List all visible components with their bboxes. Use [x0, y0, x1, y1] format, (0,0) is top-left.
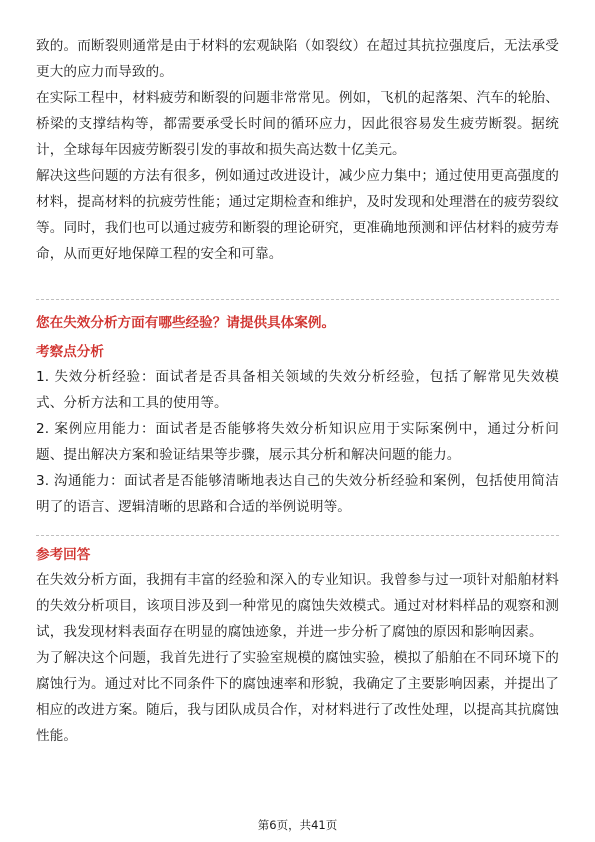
page-number: 第6页，共41页	[257, 818, 338, 832]
answer-text	[36, 567, 559, 749]
answer-paragraph: 为了解决这个问题，我首先进行了实验室规模的腐蚀实验，模拟了船舶在不同环境下的腐蚀行为。通过对比不同条件下的腐蚀速率和形貌，我确定了主要影响因素，并提出了相应的改进方案。随后，我与团队成员合作，对材料进行了改性处理，以提高其抗腐蚀性能。	[36, 650, 559, 744]
intro-text	[36, 33, 559, 267]
analysis-list	[36, 364, 559, 520]
paragraph: 致的。而断裂则通常是由于材料的宏观缺陷（如裂纹）在超过其抗拉强度后，无法承受更大的应力而导致的。	[36, 38, 559, 80]
analysis-item: 3. 沟通能力：面试者是否能够清晰地表达自己的失效分析经验和案例，包括使用简洁明了的语言、逻辑清晰的思路和合适的举例说明等。	[36, 473, 559, 515]
paragraph: 在实际工程中，材料疲劳和断裂的问题非常常见。例如，飞机的起落架、汽车的轮胎、桥梁的支撑结构等，都需要承受长时间的循环应力，因此很容易发生疲劳断裂。据统计，全球每年因疲劳断裂引发的事故和损失高达数十亿美元。	[36, 90, 559, 158]
analysis-item: 1. 失效分析经验：面试者是否具备相关领域的失效分析经验，包括了解常见失效模式、分析方法和工具的使用等。	[36, 369, 559, 411]
interview-question: 您在失效分析方面有哪些经验？请提供具体案例。	[36, 315, 336, 331]
analysis-item: 2. 案例应用能力：面试者是否能够将失效分析知识应用于实际案例中，通过分析问题、提出解决方案和验证结果等步骤，展示其分析和解决问题的能力。	[36, 421, 559, 463]
answer-heading: 参考回答	[36, 547, 91, 563]
paragraph: 解决这些问题的方法有很多，例如通过改进设计，减少应力集中；通过使用更高强度的材料，提高材料的抗疲劳性能；通过定期检查和维护，及时发现和处理潜在的疲劳裂纹等。同时，我们也可以通过疲劳和断裂的理论研究，更准确地预测和评估材料的疲劳寿命，从而更好地保障工程的安全和可靠。	[36, 168, 559, 262]
analysis-heading: 考察点分析	[36, 344, 104, 360]
answer-paragraph: 在失效分析方面，我拥有丰富的经验和深入的专业知识。我曾参与过一项针对船舶材料的失效分析项目，该项目涉及到一种常见的腐蚀失效模式。通过对材料样品的观察和测试，我发现材料表面存在明显的腐蚀迹象，并进一步分析了腐蚀的原因和影响因素。	[36, 572, 559, 640]
section-divider	[36, 535, 559, 536]
section-divider	[36, 299, 559, 300]
